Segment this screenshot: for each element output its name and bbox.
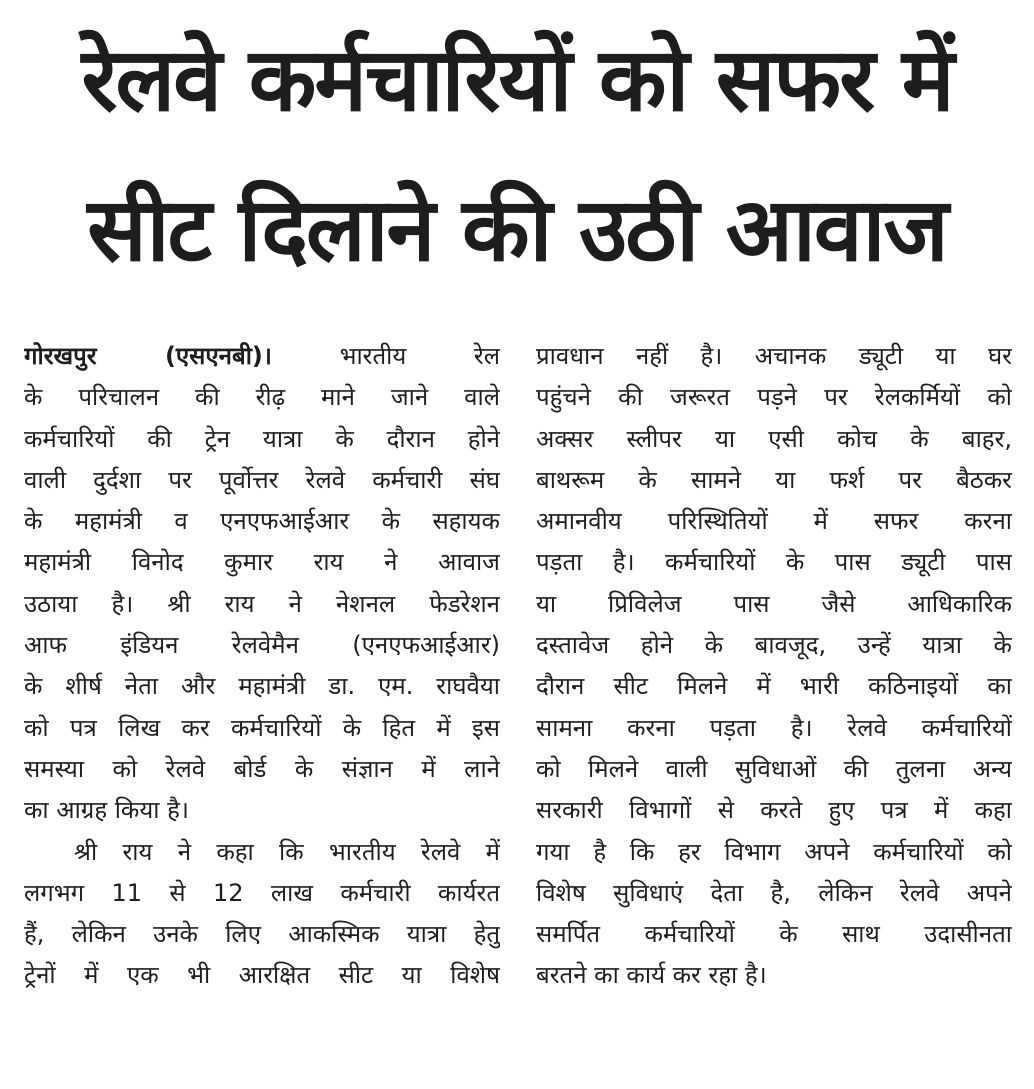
article-line: श्री राय ने कहा कि भारतीय रेलवे में [74,837,500,866]
article-line [24,336,500,377]
article-column-left [24,336,500,997]
article-line: महामंत्री विनोद कुमार राय ने आवाज [24,548,500,577]
article-line: को मिलने वाली सुविधाओं की तुलना अन्य [536,754,1012,783]
article-column-right [536,336,1012,997]
headline-line-2: सीट दिलाने की उठी आवाज [87,178,947,281]
article-line: या प्रिविलेज पास जैसे आधिकारिक [536,589,1012,618]
article-line: दौरान सीट मिलने में भारी कठिनाइयों का [536,672,1012,701]
article-line: का आग्रह किया है। [24,796,189,825]
article-line: ट्रेनों में एक भी आरक्षित सीट या विशेष [24,961,500,990]
article-line: बाथरूम के सामने या फर्श पर बैठकर [536,465,1012,494]
article-line: समस्या को रेलवे बोर्ड के संज्ञान में लाने [24,754,500,783]
article-line: के शीर्ष नेता और महामंत्री डा. एम. राघवैया [24,672,500,701]
article-line: को पत्र लिख कर कर्मचारियों के हित में इस [24,713,500,742]
article-line: कर्मचारियों की ट्रेन यात्रा के दौरान होने [24,424,500,453]
article-line: सामना करना पड़ता है। रेलवे कर्मचारियों [536,713,1012,742]
article-line: प्रावधान नहीं है। अचानक ड्यूटी या घर [536,342,1012,370]
headline-line-1: रेलवे कर्मचारियों को सफर में [81,28,953,131]
article-line: के महामंत्री व एनएफआईआर के सहायक [24,507,500,536]
article-line: हैं, लेकिन उनके लिए आकस्मिक यात्रा हेतु [24,920,500,949]
article-line: वाली दुर्दशा पर पूर्वोत्तर रेलवे कर्मचारी संघ [24,465,500,494]
article-line: अक्सर स्लीपर या एसी कोच के बाहर, [536,424,1012,453]
article-line: गया है कि हर विभाग अपने कर्मचारियों को [536,837,1012,866]
article-line: अमानवीय परिस्थितियों में सफर करना [536,507,1012,536]
article-line: विशेष सुविधाएं देता है, लेकिन रेलवे अपने [536,878,1012,907]
article-line: उठाया है। श्री राय ने नेशनल फेडरेशन [24,589,500,618]
article-line: लगभग 11 से 12 लाख कर्मचारी कार्यरत [24,878,500,907]
article-line: पहुंचने की जरूरत पड़ने पर रेलकर्मियों को [536,383,1012,412]
article-line: दस्तावेज होने के बावजूद, उन्हें यात्रा के [536,631,1012,660]
article-line: सरकारी विभागों से करते हुए पत्र में कहा [536,796,1012,825]
article-line: पड़ता है। कर्मचारियों के पास ड्यूटी पास [536,548,1012,577]
article-line: के परिचालन की रीढ़ माने जाने वाले [24,383,500,412]
dateline: गोरखपुर (एसएनबी)। [24,342,272,370]
article-line: आफ इंडियन रेलवेमैन (एनएफआईआर) [24,631,500,660]
article-line-text: भारतीय रेल [339,342,500,370]
article-line: बरतने का कार्य कर रहा है। [536,961,767,990]
article-line: समर्पित कर्मचारियों के साथ उदासीनता [536,920,1012,949]
